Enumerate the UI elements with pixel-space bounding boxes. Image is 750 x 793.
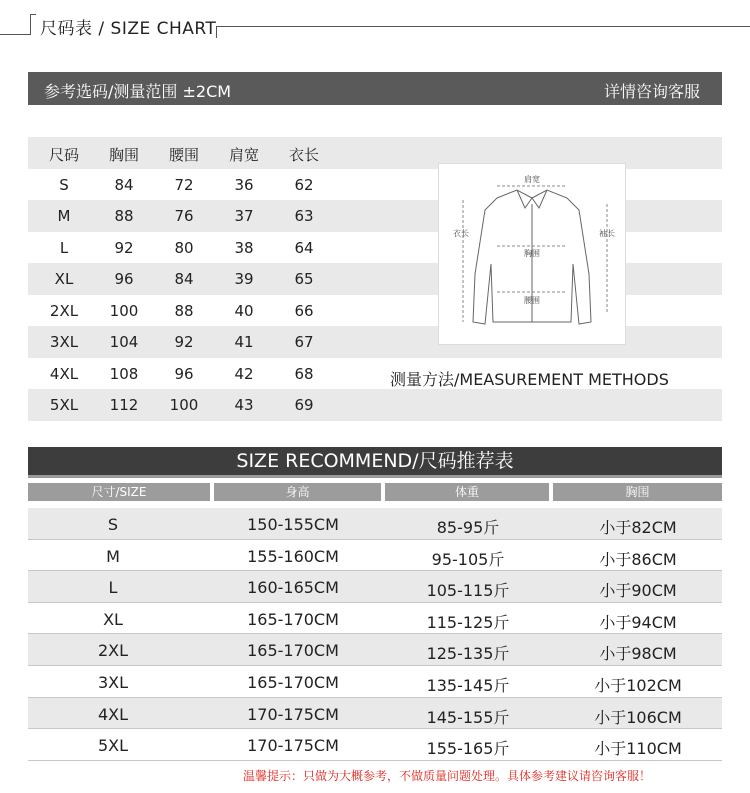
- table-cell: 38: [234, 238, 254, 257]
- table-cell: 96: [174, 364, 194, 383]
- diagram-label-length: 衣长: [453, 229, 469, 238]
- table-cell: L: [59, 238, 69, 257]
- table-cell: 41: [234, 333, 254, 351]
- table-cell: 150-155CM: [247, 515, 339, 534]
- table-cell: 88: [174, 301, 194, 320]
- table-cell: 105-115斤: [426, 581, 510, 601]
- table-cell: 80: [174, 238, 194, 257]
- size-chart-header: 腰围: [168, 146, 199, 164]
- table-cell: 100: [109, 301, 139, 320]
- size-recommend-title: SIZE RECOMMEND/尺码推荐表: [28, 447, 722, 475]
- diagram-label-chest: 胸围: [524, 249, 540, 258]
- table-cell: 69: [294, 396, 314, 414]
- header-rule-left: [0, 34, 30, 35]
- table-cell: 小于94CM: [599, 612, 677, 632]
- table-row: [28, 634, 722, 666]
- size-chart-header: 衣长: [288, 146, 319, 164]
- table-cell: 37: [234, 207, 254, 225]
- table-cell: 165-170CM: [247, 609, 339, 629]
- table-row: [28, 698, 722, 730]
- table-cell: 84: [174, 270, 194, 288]
- table-cell: 108: [109, 364, 139, 383]
- table-cell: 95-105斤: [431, 549, 505, 569]
- table-cell: S: [107, 515, 119, 534]
- table-row: [28, 540, 722, 572]
- header-rule-right: [216, 26, 750, 27]
- recommend-header-size: 尺寸/SIZE: [28, 483, 210, 501]
- table-cell: 135-145斤: [426, 675, 510, 695]
- table-cell: S: [59, 175, 69, 194]
- table-cell: 小于106CM: [594, 707, 682, 727]
- table-cell: 62: [294, 175, 314, 194]
- table-cell: 165-170CM: [247, 641, 339, 661]
- recommend-header-chest: 胸围: [553, 483, 722, 501]
- size-chart-header: 尺码: [48, 146, 79, 164]
- table-cell: 小于90CM: [599, 581, 677, 601]
- header-tick-right: [216, 26, 217, 38]
- table-cell: 96: [114, 270, 134, 288]
- page-title: 尺码表 / SIZE CHART: [40, 19, 217, 39]
- table-cell: 67: [294, 333, 314, 351]
- table-cell: 170-175CM: [247, 704, 339, 724]
- table-cell: M: [57, 207, 71, 225]
- table-cell: 84: [114, 175, 134, 194]
- table-row: [28, 729, 722, 761]
- table-cell: 145-155斤: [426, 707, 510, 727]
- table-cell: 92: [114, 238, 134, 257]
- banner-range-text: 参考选码/测量范围 ±2CM: [44, 82, 232, 101]
- banner-contact-text: 详情咨询客服: [603, 82, 700, 101]
- table-row: [28, 603, 722, 635]
- table-row: [28, 389, 722, 421]
- diagram-label-waist: 腰围: [524, 296, 540, 305]
- measurement-diagram: [438, 163, 626, 345]
- table-row: [28, 508, 722, 540]
- table-cell: 4XL: [49, 364, 79, 383]
- header-cap-left: [30, 14, 36, 15]
- table-cell: 小于102CM: [594, 675, 682, 695]
- table-cell: 165-170CM: [247, 672, 339, 692]
- table-cell: 3XL: [49, 333, 79, 351]
- table-cell: 72: [174, 175, 194, 194]
- table-cell: 66: [294, 301, 314, 320]
- table-cell: 88: [114, 207, 134, 225]
- table-cell: 68: [294, 364, 314, 383]
- table-cell: 2XL: [49, 301, 79, 320]
- table-cell: 5XL: [49, 396, 79, 414]
- table-cell: 3XL: [97, 672, 129, 692]
- header-tick-left: [30, 14, 31, 35]
- table-cell: 4XL: [97, 704, 129, 724]
- shirt-diagram-icon: [439, 164, 625, 344]
- table-cell: 小于98CM: [599, 644, 677, 664]
- size-chart-header: 胸围: [108, 146, 139, 164]
- table-cell: 63: [294, 207, 314, 225]
- recommend-header-weight: 体重: [385, 483, 549, 501]
- table-cell: 160-165CM: [247, 578, 339, 598]
- table-cell: 65: [294, 270, 314, 288]
- table-cell: 155-165斤: [426, 739, 510, 759]
- table-cell: M: [106, 546, 120, 566]
- table-cell: XL: [54, 270, 74, 288]
- diagram-label-shoulder: 肩宽: [524, 175, 540, 184]
- table-cell: 5XL: [97, 736, 129, 756]
- table-cell: 76: [174, 207, 194, 225]
- table-cell: 115-125斤: [426, 612, 510, 632]
- table-cell: 170-175CM: [247, 736, 339, 756]
- size-recommend-table: [28, 508, 722, 761]
- table-cell: 40: [234, 301, 254, 320]
- recommend-header-height: 身高: [214, 483, 381, 501]
- table-row: [28, 571, 722, 603]
- table-cell: 100: [169, 396, 199, 414]
- diagram-label-sleeve: 袖长: [599, 229, 615, 238]
- table-cell: 小于86CM: [599, 549, 677, 569]
- table-cell: 112: [109, 396, 139, 414]
- table-cell: 64: [294, 238, 314, 257]
- table-cell: 104: [109, 333, 139, 351]
- table-cell: 36: [234, 175, 254, 194]
- size-chart-header: 肩宽: [228, 146, 259, 164]
- table-cell: 42: [234, 364, 254, 383]
- table-cell: 125-135斤: [426, 644, 510, 664]
- measurement-banner: [28, 72, 722, 105]
- table-cell: L: [108, 578, 118, 598]
- table-cell: 小于110CM: [594, 739, 682, 759]
- measurement-method-caption: 测量方法/MEASUREMENT METHODS: [390, 370, 669, 389]
- table-cell: 85-95斤: [436, 518, 500, 537]
- table-row: [28, 666, 722, 698]
- table-cell: 39: [234, 270, 254, 288]
- table-cell: 小于82CM: [599, 518, 677, 537]
- table-cell: 92: [174, 333, 194, 351]
- table-cell: 2XL: [97, 641, 129, 661]
- table-cell: 155-160CM: [247, 546, 339, 566]
- table-cell: 43: [234, 396, 254, 414]
- table-cell: XL: [103, 609, 123, 629]
- warm-tip-note: 温馨提示：只做为大概参考，不做质量问题处理。具体参考建议请咨询客服！: [243, 769, 652, 783]
